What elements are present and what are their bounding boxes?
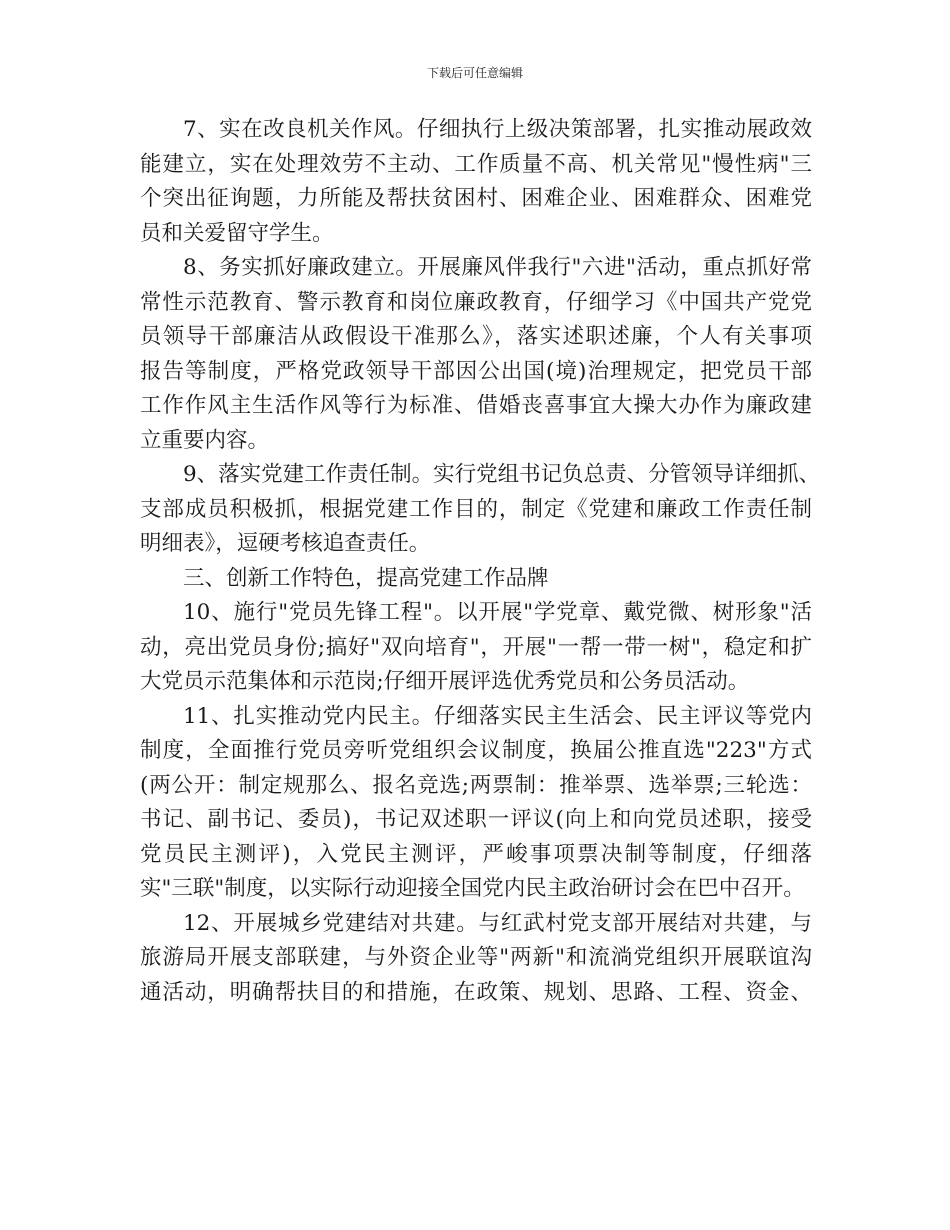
text-line: 报告等制度，严格党政领导干部因公出国(境)治理规定，把党员干部 (140, 358, 812, 384)
paragraph-12 (140, 907, 812, 1011)
text-line: 三、创新工作特色，提高党建工作品牌 (183, 565, 549, 591)
text-line: 旅游局开展支部联建，与外资企业等"两新"和流淌党组织开展联谊沟 (140, 945, 812, 970)
text-line: 员领导干部廉洁从政假设干准那么》，落实述职述廉，个人有关事项 (140, 324, 812, 349)
text-line: 书记、副书记、委员)，书记双述职一评议(向上和向党员述职，接受 (140, 807, 812, 832)
paragraph-10 (140, 596, 812, 700)
text-line: 10、施行"党员先锋工程"。以开展"学党章、戴党微、树形象"活 (183, 600, 812, 625)
text-line: 明细表》，逗硬考核追查责任。 (140, 531, 431, 556)
text-line: 立重要内容。 (140, 427, 270, 453)
paragraph-8 (140, 251, 812, 458)
section-heading (140, 562, 812, 597)
text-line: 常性示范教育、警示教育和岗位廉政教育，仔细学习《中国共产党党 (140, 289, 812, 315)
text-line: 动，亮出党员身份;搞好"双向培育"，开展"一帮一带一树"，稳定和扩 (140, 634, 812, 660)
text-line: 8、务实抓好廉政建立。开展廉风伴我行"六进"活动，重点抓好常 (183, 255, 812, 280)
text-line: 12、开展城乡党建结对共建。与红武村党支部开展结对共建，与 (183, 910, 812, 936)
text-line: 通活动，明确帮扶目的和措施，在政策、规划、思路、工程、资金、 (140, 979, 812, 1005)
page-header: 下载后可任意编辑 (426, 66, 523, 80)
text-line: 工作作风主生活作风等行为标准、借婚丧喜事宜大操大办作为廉政建 (140, 393, 812, 418)
text-line: 个突出征询题，力所能及帮扶贫困村、困难企业、困难群众、困难党 (140, 186, 812, 211)
text-line: 制度，全面推行党员旁听党组织会议制度，换届公推直选"223"方式 (140, 738, 812, 763)
paragraph-7 (140, 113, 812, 251)
text-line: 7、实在改良机关作风。仔细执行上级决策部署，扎实推动展政效 (183, 117, 812, 142)
text-line: (两公开：制定规那么、报名竞选;两票制：推举票、选举票;三轮选： (140, 772, 812, 798)
text-line: 实"三联"制度，以实际行动迎接全国党内民主政治研讨会在巴中召开。 (140, 876, 805, 901)
text-line: 大党员示范集体和示范岗;仔细开展评选优秀党员和公务员活动。 (140, 669, 750, 694)
text-line: 11、扎实推动党内民主。仔细落实民主生活会、民主评议等党内 (183, 703, 812, 729)
paragraph-9 (140, 458, 821, 562)
text-line: 员和关爱留守学生。 (140, 220, 334, 246)
text-line: 党员民主测评)，入党民主测评，严峻事项票决制等制度，仔细落 (140, 841, 812, 867)
document-body (140, 113, 821, 1010)
text-line: 能建立，实在处理效劳不主动、工作质量不高、机关常见"慢性病"三 (140, 151, 812, 177)
text-line: 支部成员积极抓，根据党建工作目的，制定《党建和廉政工作责任制 (140, 496, 812, 522)
paragraph-11 (140, 700, 812, 907)
text-line: 9、落实党建工作责任制。实行党组书记负总责、分管领导详细抓、 (183, 462, 821, 487)
